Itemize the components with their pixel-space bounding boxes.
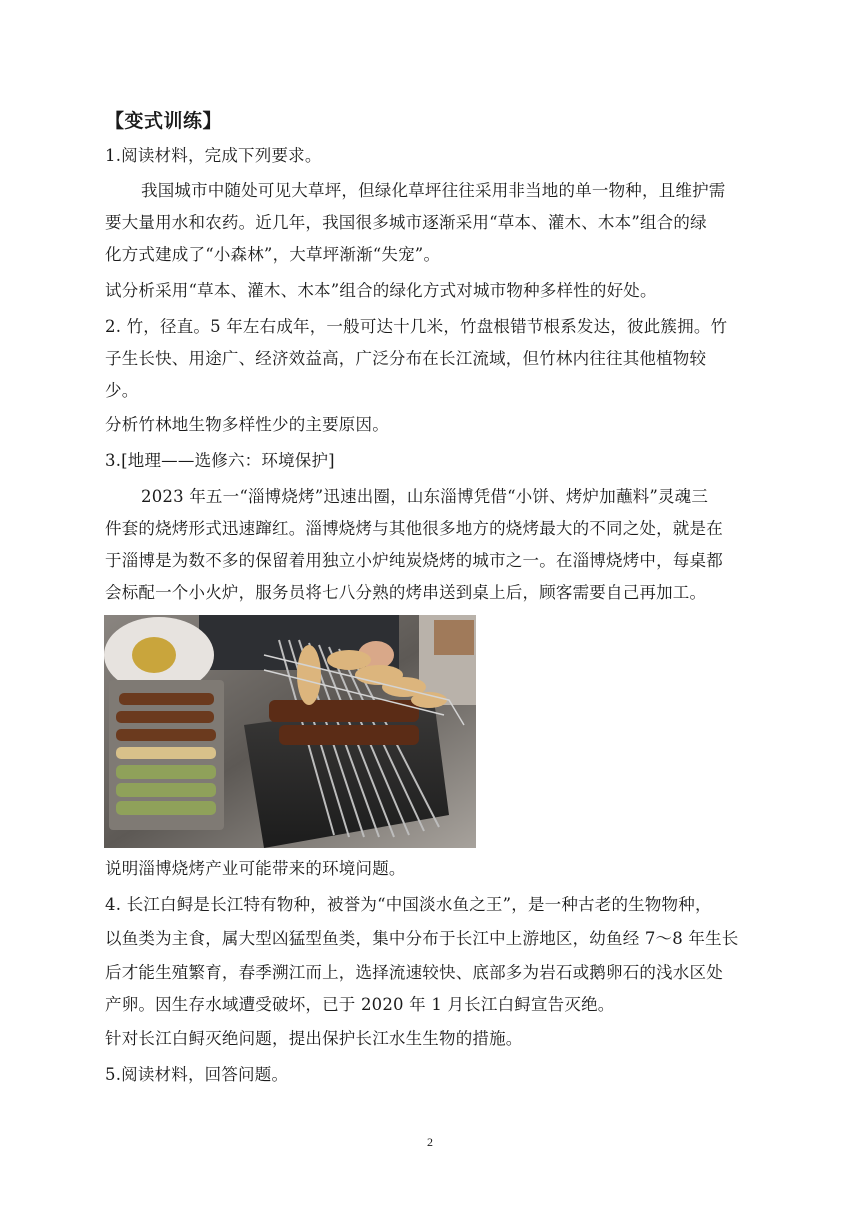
page-number: 2 <box>427 1135 433 1149</box>
q4-question: 针对长江白鲟灭绝问题，提出保护长江水生生物的措施。 <box>105 1029 523 1048</box>
q3-question: 说明淄博烧烤产业可能带来的环境问题。 <box>105 859 406 878</box>
q3-paragraph-line-1: 2023 年五一“淄博烧烤”迅速出圈，山东淄博凭借“小饼、烤炉加蘸料”灵魂三 <box>141 487 709 506</box>
q1-number-line: 1.阅读材料，完成下列要求。 <box>105 146 322 165</box>
q1-question: 试分析采用“草本、灌木、木本”组合的绿化方式对城市物种多样性的好处。 <box>105 281 657 300</box>
q1-paragraph-line-2: 要大量用水和农药。近几年，我国很多城市逐渐采用“草本、灌木、木本”组合的绿 <box>105 213 707 232</box>
q1-paragraph-line-1: 我国城市中随处可见大草坪，但绿化草坪往往采用非当地的单一物种，且维护需 <box>141 181 726 200</box>
q4-paragraph-line-4: 产卵。因生存水域遭受破坏，已于 2020 年 1 月长江白鲟宣告灭绝。 <box>105 995 615 1014</box>
q2-paragraph-line-1: 2. 竹，径直。5 年左右成年，一般可达十几米，竹盘根错节根系发达，彼此簇拥。竹 <box>105 317 728 336</box>
q2-paragraph-line-3: 少。 <box>105 381 139 400</box>
q4-paragraph-line-2: 以鱼类为主食，属大型凶猛型鱼类，集中分布于长江中上游地区，幼鱼经 7～8 年生长 <box>105 929 739 948</box>
q2-question: 分析竹林地生物多样性少的主要原因。 <box>105 415 389 434</box>
q1-paragraph-line-3: 化方式建成了“小森林”，大草坪渐渐“失宠”。 <box>105 245 441 264</box>
q4-paragraph-line-3: 后才能生殖繁育，春季溯江而上，选择流速较快、底部多为岩石或鹅卵石的浅水区处 <box>105 963 723 982</box>
q3-paragraph-line-2: 件套的烧烤形式迅速蹿红。淄博烧烤与其他很多地方的烧烤最大的不同之处，就是在 <box>105 519 723 538</box>
barbecue-illustration <box>104 615 476 848</box>
q5-number-line: 5.阅读材料，回答问题。 <box>105 1065 289 1084</box>
q2-paragraph-line-2: 子生长快、用途广、经济效益高，广泛分布在长江流域，但竹林内往往其他植物较 <box>105 349 707 368</box>
q3-paragraph-line-3: 于淄博是为数不多的保留着用独立小炉纯炭烧烤的城市之一。在淄博烧烤中，每桌都 <box>105 551 723 570</box>
section-title: 【变式训练】 <box>105 110 223 132</box>
barbecue-photo <box>104 615 476 848</box>
q3-number-line: 3.[地理——选修六：环境保护] <box>105 451 335 470</box>
q3-paragraph-line-4: 会标配一个小火炉，服务员将七八分熟的烤串送到桌上后，顾客需要自己再加工。 <box>105 583 707 602</box>
q4-paragraph-line-1: 4. 长江白鲟是长江特有物种，被誉为“中国淡水鱼之王”，是一种古老的生物物种， <box>105 895 712 914</box>
